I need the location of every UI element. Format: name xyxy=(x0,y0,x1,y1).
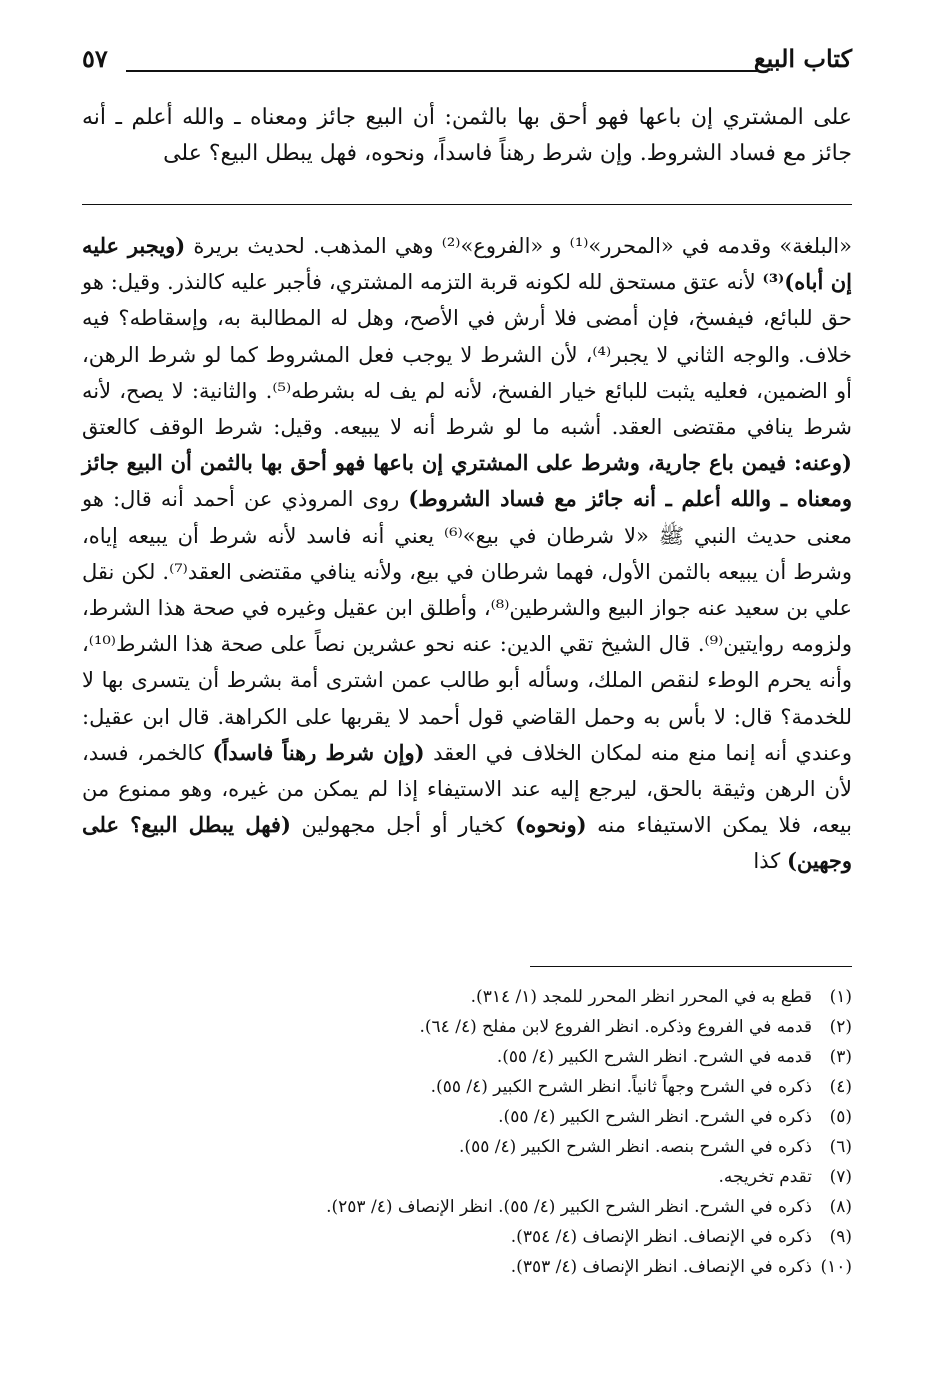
footnote-number: (٥) xyxy=(829,1107,852,1127)
footnote xyxy=(212,1132,852,1162)
footnote xyxy=(212,1192,852,1222)
footnote-text: ذكره في الشرح. انظر الشرح الكبير (٤/ ٥٥). انظر الإنصاف (٤/ ٢٥٣). xyxy=(326,1197,812,1217)
footnote-number: (٢) xyxy=(829,1017,852,1037)
footnote xyxy=(212,1252,852,1282)
sharh-body-1: لأنه عتق مستحق لله لكونه قربة التزمه المشتري، فأجبر عليه كالنذر. وقيل: هو حق للبائع، فيفسخ، فإن أمضى فلا أرش في الأصح، وهل له المطالبة به، وإسقاطه؟ فيه خلاف. والوجه الثاني لا يجبر⁽⁴⁾، لأن الشرط لا يوجب فعل المشروط كما لو شرط الرهن، أو الضمين، فعليه يثبت للبائع خيار الفسخ، لأنه لم يف له بشرطه⁽⁵⁾. والثانية: لا يصح، لأنه شرط ينافي مقتضى العقد. أشبه ما لو شرط أنه لا يبيعه. وقيل: شرط الوقف كالعتق xyxy=(82,270,852,440)
footnote-number: (١٠) xyxy=(820,1257,852,1277)
footnote xyxy=(212,1012,852,1042)
footnote-number: (٦) xyxy=(829,1137,852,1157)
sharh-text xyxy=(82,228,852,880)
sharh-quote-3: (وإن شرط رهناً فاسداً) xyxy=(212,739,425,765)
matn-paragraph: على المشتري إن باعها فهو أحق بها بالثمن: أن البيع جائز ومعناه ـ والله أعلم ـ أنه جائز مع فساد الشروط. وإن شرط رهناً فاسداً، ونحوه، فهل يبطل البيع؟ على xyxy=(82,105,852,166)
footnote-number: (٧) xyxy=(829,1167,852,1187)
header-rule xyxy=(126,70,757,72)
footnote-number: (١) xyxy=(829,987,852,1007)
footnote-number: (٤) xyxy=(829,1077,852,1097)
footnote-number: (٩) xyxy=(829,1227,852,1247)
footnote xyxy=(212,1072,852,1102)
sharh-quote-1: (ويجبر عليه إن أباه)⁽³⁾ xyxy=(82,233,853,295)
sharh-paragraph xyxy=(82,228,852,880)
footnote-text: قدمه في الفروع وذكره. انظر الفروع لابن مفلح (٤/ ٦٤). xyxy=(419,1017,812,1037)
sharh-line-1: «البلغة» وقدمه في «المحرر»⁽¹⁾ و «الفروع»⁽²⁾ وهي المذهب. لحديث بريرة xyxy=(193,234,852,258)
footnote-text: ذكره في الشرح. انظر الشرح الكبير (٤/ ٥٥). xyxy=(498,1107,812,1127)
sharh-body-4: كخيار أو أجل مجهولين xyxy=(290,813,516,838)
footnote xyxy=(212,1102,852,1132)
matn-text xyxy=(82,100,852,172)
footnote-separator xyxy=(530,966,852,967)
footnote-text: ذكره في الشرح بنصه. انظر الشرح الكبير (٤/ ٥٥). xyxy=(459,1137,812,1157)
sharh-quote-4: (ونحوه) xyxy=(515,812,587,838)
page-number: ٥٧ xyxy=(82,44,108,73)
sharh-body-2: روى المروذي عن أحمد أنه قال: هو معنى حديث النبي ﷺ «لا شرطان في بيع»⁽⁶⁾ يعني أنه فاسد لأنه شرط أن يبيعه إياه، وشرط أن يبيعه بالثمن الأول، فهما شرطان في بيع، ولأنه ينافي مقتضى العقد⁽⁷⁾. لكن نقل علي بن سعيد عنه جواز البيع والشرطين⁽⁸⁾، وأطلق ابن عقيل وغيره في صحة هذا الشرط، ولزومه روايتين⁽⁹⁾. قال الشيخ تقي الدين: عنه نحو عشرين نصاً على صحة هذا الشرط⁽¹⁰⁾، وأنه يحرم الوطء لنقص الملك، وسأله أبو طالب عمن اشترى أمة بشرط أن يتسرى بها لا للخدمة؟ قال: لا بأس به وحمل القاضي قول أحمد لا يقربها على الكراهة. قال ابن عقيل: وعندي أنه إنما منع منه لمكان الخلاف في العقد xyxy=(82,487,853,765)
footnote-text: ذكره في الإنصاف. انظر الإنصاف (٤/ ٣٥٣). xyxy=(510,1257,812,1277)
sharh-body-3: كالخمر، فسد، لأن الرهن وثيقة بالحق، ليرجع إليه عند الاستيفاء إذا لم يمكن من غيره، وهو ممنوع من بيعه، فلا يمكن الاستيفاء منه xyxy=(82,740,853,838)
footnote xyxy=(212,1162,852,1192)
footnote-number: (٣) xyxy=(829,1047,852,1067)
page-header xyxy=(82,40,852,80)
footnote xyxy=(212,1222,852,1252)
footnote-number: (٨) xyxy=(829,1197,852,1217)
sharh-quote-2: (وعنه: فيمن باع جارية، وشرط على المشتري إن باعها فهو أحق بها بالثمن أن البيع جائز ومعناه ـ والله أعلم ـ أنه جائز مع فساد الشروط) xyxy=(82,450,852,512)
footnote-text: قطع به في المحرر انظر المحرر للمجد (١/ ٣١٤). xyxy=(470,987,812,1007)
footnote xyxy=(212,1042,852,1072)
footnote xyxy=(212,982,852,1012)
running-title: كتاب البيع xyxy=(753,44,852,73)
matn-separator xyxy=(82,204,852,205)
footnote-text: تقدم تخريجه. xyxy=(718,1167,812,1187)
footnote-text: قدمه في الشرح. انظر الشرح الكبير (٤/ ٥٥). xyxy=(496,1047,812,1067)
footnote-text: ذكره في الإنصاف. انظر الإنصاف (٤/ ٣٥٤). xyxy=(510,1227,812,1247)
sharh-quote-5: (فهل يبطل البيع؟ على وجهين) xyxy=(82,812,852,874)
footnotes xyxy=(212,982,852,1282)
footnote-text: ذكره في الشرح وجهاً ثانياً. انظر الشرح الكبير (٤/ ٥٥). xyxy=(430,1077,812,1097)
sharh-body-5: كذا xyxy=(753,849,787,874)
